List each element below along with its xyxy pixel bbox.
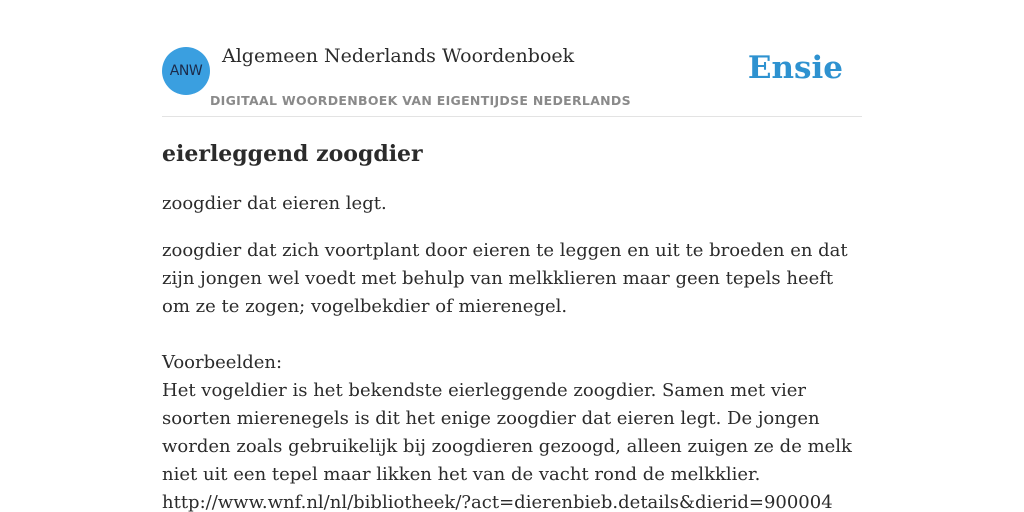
examples-heading: Voorbeelden: xyxy=(162,352,283,373)
example-text: Het vogeldier is het bekendste eierleggende zoogdier. Samen met vier soorten mierenegels is dit het enige zoogdier dat eieren legt. De jongen worden zoals gebruikelijk bij zoogdieren gezoogd, alleen zuigen ze de melk niet uit een tepel maar likken het van de vacht rond de melkklier. xyxy=(162,380,852,485)
short-definition: zoogdier dat eieren legt. xyxy=(162,193,387,214)
spacer xyxy=(162,321,862,349)
long-definition xyxy=(162,237,862,512)
source-title[interactable]: Algemeen Nederlands Woordenboek xyxy=(222,45,575,67)
long-definition-text: zoogdier dat zich voortplant door eieren te leggen en uit te broeden en dat zijn jongen wel voedt met behulp van melkklieren maar geen tepels heeft om ze te zogen; vogelbekdier of mierenegel. xyxy=(162,240,848,317)
ensie-logo[interactable]: Ensie xyxy=(747,50,843,86)
source-subtitle: DIGITAAL WOORDENBOEK VAN EIGENTIJDSE NEDERLANDS xyxy=(210,93,631,108)
entry-content xyxy=(162,138,862,512)
example-source-url: http://www.wnf.nl/nl/bibliotheek/?act=dierenbieb.details&dierid=900004 xyxy=(162,492,833,512)
anw-logo[interactable]: ANW xyxy=(162,47,210,95)
entry-word: eierleggend zoogdier xyxy=(162,141,423,167)
site-header xyxy=(162,0,862,117)
